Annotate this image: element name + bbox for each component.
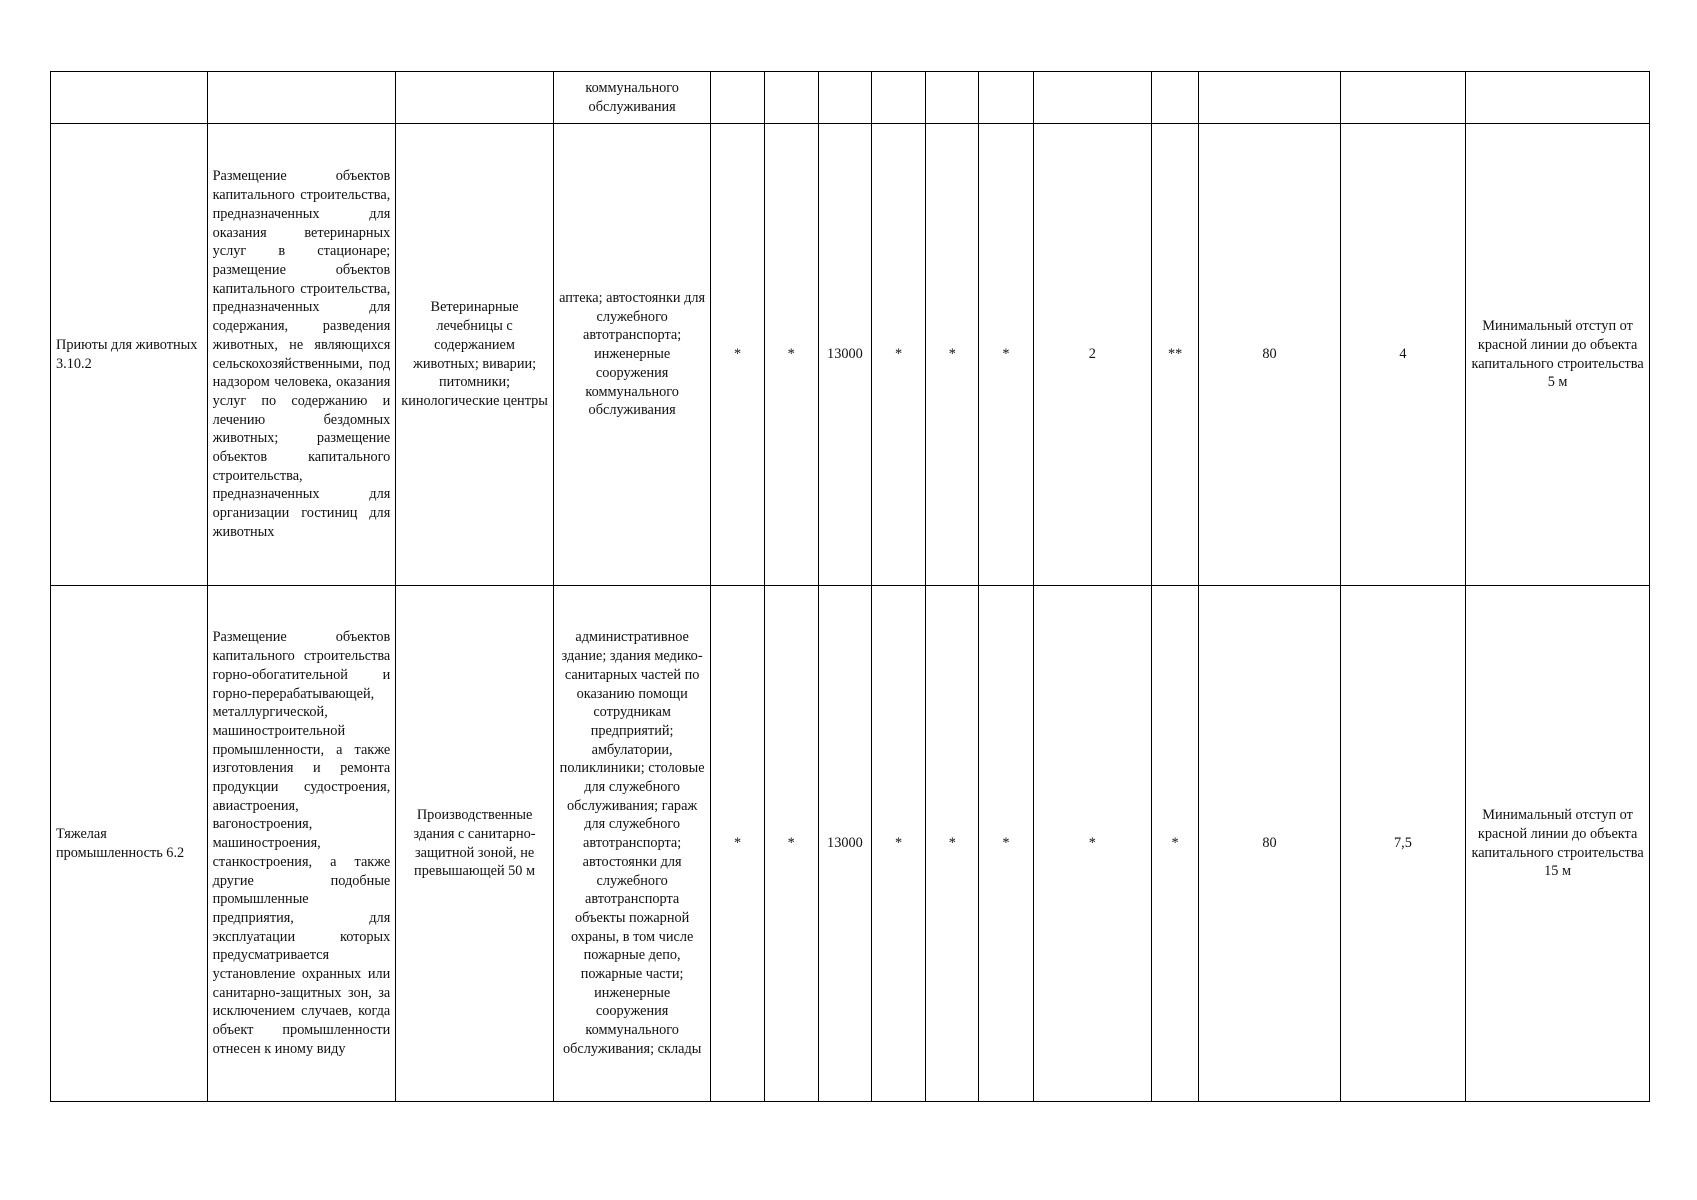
- cell-param-9: 80: [1199, 586, 1341, 1102]
- cell-param-8: [1152, 72, 1199, 124]
- table-row: [51, 586, 1650, 1102]
- cell-param-9: [1199, 72, 1341, 124]
- cell-notes: [1466, 72, 1650, 124]
- cell-use-description: [207, 72, 396, 124]
- cell-param-2: *: [764, 586, 818, 1102]
- cell-main-uses: Производственные здания с санитарно-защитной зоной, не превышающей 50 м: [396, 586, 554, 1102]
- cell-param-7: 2: [1033, 124, 1151, 586]
- cell-param-6: *: [979, 124, 1033, 586]
- cell-use-description: Размещение объектов капитального строительства горно-обогатительной и горно-перерабатывающей, металлургической, машиностроительной промышленности, а также изготовления и ремонта продукции судостроения, авиастроения, вагоностроения, машиностроения, станкостроения, а также другие подобные промышленные предприятия, для эксплуатации которых предусматривается установление охранных или санитарно-защитных зон, за исключением случаев, когда объект промышленности отнесен к иному виду: [207, 586, 396, 1102]
- cell-param-6: [979, 72, 1033, 124]
- cell-param-4: *: [872, 586, 926, 1102]
- cell-use-name: [51, 72, 208, 124]
- cell-param-6: *: [979, 586, 1033, 1102]
- cell-param-8: **: [1152, 124, 1199, 586]
- cell-param-8: *: [1152, 586, 1199, 1102]
- table-row: [51, 72, 1650, 124]
- cell-param-7: [1033, 72, 1151, 124]
- cell-auxiliary-uses: административное здание; здания медико-санитарных частей по оказанию помощи сотрудникам предприятий; амбулатории, поликлиники; столовые для служебного обслуживания; гараж для служебного автотранспорта; автостоянки для служебного автотранспорта объекты пожарной охраны, в том числе пожарные депо, пожарные части; инженерные сооружения коммунального обслуживания; склады: [553, 586, 711, 1102]
- cell-param-10: 4: [1340, 124, 1465, 586]
- cell-param-5: [926, 72, 979, 124]
- cell-notes: Минимальный отступ от красной линии до объекта капитального строительства 5 м: [1466, 124, 1650, 586]
- cell-use-name: Тяжелая промышленность 6.2: [51, 586, 208, 1102]
- cell-main-uses: Ветеринарные лечебницы с содержанием животных; виварии; питомники; кинологические центры: [396, 124, 554, 586]
- cell-param-10: [1340, 72, 1465, 124]
- cell-param-1: *: [711, 586, 764, 1102]
- cell-param-5: *: [926, 586, 979, 1102]
- cell-auxiliary-uses: аптека; автостоянки для служебного автотранспорта; инженерные сооружения коммунального обслуживания: [553, 124, 711, 586]
- cell-use-description: Размещение объектов капитального строительства, предназначенных для оказания ветеринарных услуг в стационаре; размещение объектов капитального строительства, предназначенных для содержания, разведения животных, не являющихся сельскохозяйственными, под надзором человека, оказания услуг по содержанию и лечению бездомных животных; размещение объектов капитального строительства, предназначенных для организации гостиниц для животных: [207, 124, 396, 586]
- zoning-regulations-table: [50, 71, 1650, 1102]
- cell-param-1: [711, 72, 764, 124]
- cell-param-4: [872, 72, 926, 124]
- cell-main-uses: [396, 72, 554, 124]
- cell-param-3: [818, 72, 871, 124]
- cell-param-3: 13000: [818, 586, 871, 1102]
- cell-param-1: *: [711, 124, 764, 586]
- cell-param-2: *: [764, 124, 818, 586]
- cell-use-name: Приюты для животных 3.10.2: [51, 124, 208, 586]
- cell-notes: Минимальный отступ от красной линии до объекта капитального строительства 15 м: [1466, 586, 1650, 1102]
- cell-param-10: 7,5: [1340, 586, 1465, 1102]
- cell-param-9: 80: [1199, 124, 1341, 586]
- cell-param-3: 13000: [818, 124, 871, 586]
- cell-auxiliary-uses: коммунального обслуживания: [553, 72, 711, 124]
- cell-param-4: *: [872, 124, 926, 586]
- cell-param-5: *: [926, 124, 979, 586]
- cell-param-7: *: [1033, 586, 1151, 1102]
- table-row: [51, 124, 1650, 586]
- cell-param-2: [764, 72, 818, 124]
